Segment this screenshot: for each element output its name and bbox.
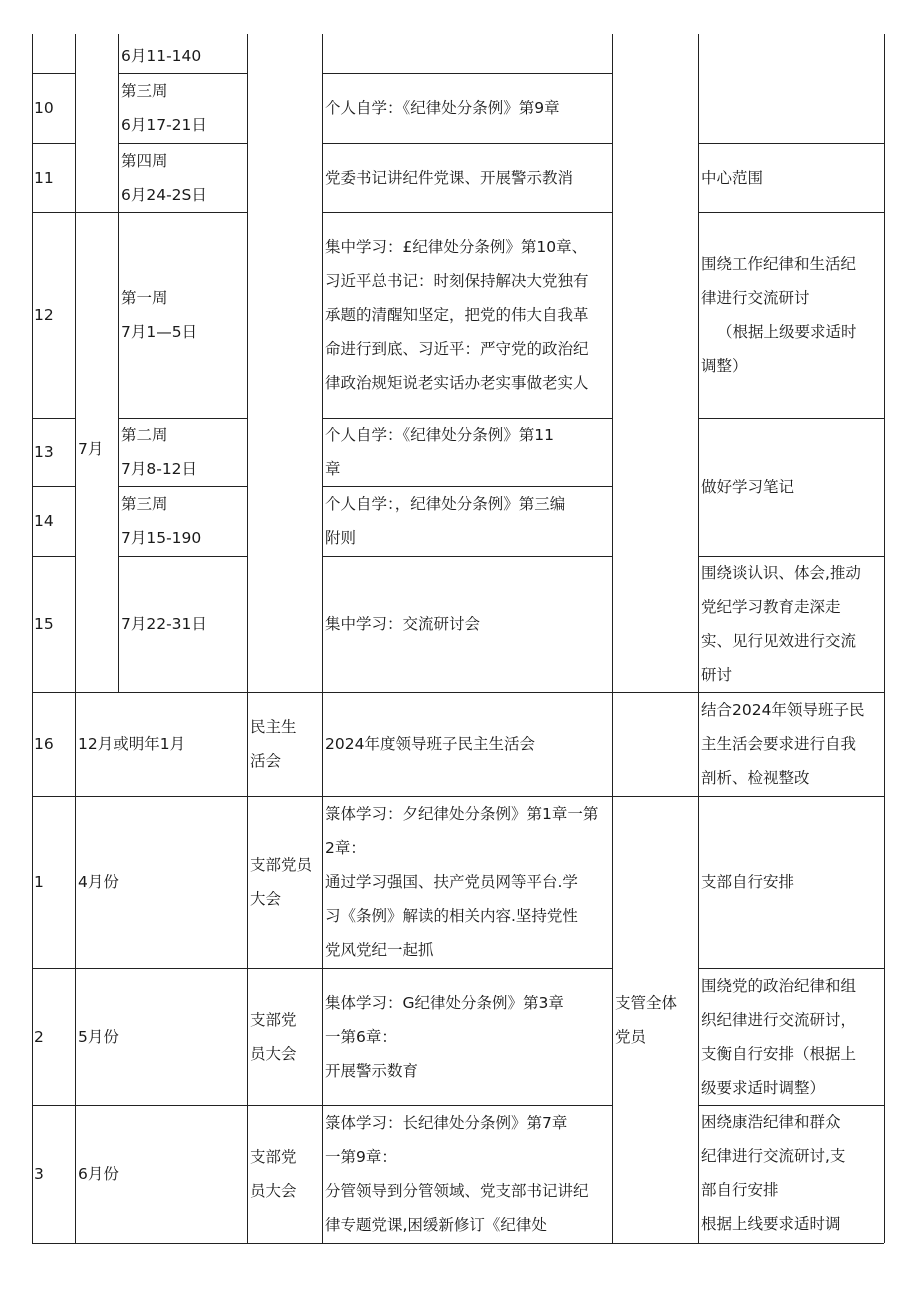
requirement-cell-line: 部自行安排 — [701, 1181, 779, 1199]
requirement-cell-line: 研讨 — [701, 666, 733, 684]
week-cell-line: 7月1—5日 — [121, 323, 198, 341]
row-number-line: 16 — [34, 735, 54, 753]
form-cell — [247, 1105, 322, 1243]
requirement-cell-line: 支部自行安排 — [701, 873, 795, 891]
content-cell-line: 习《条例》解读的相关内容.坚持党性 — [325, 907, 578, 925]
row-number-line: 3 — [34, 1165, 44, 1183]
week-cell — [118, 418, 247, 486]
table-vline — [884, 34, 885, 1243]
week-cell — [118, 143, 247, 212]
period-cell — [75, 692, 247, 796]
requirement-cell-line: 织纪律进行交流研讨， — [701, 1010, 857, 1029]
content-cell-line: 附则 — [325, 529, 357, 547]
requirement-cell — [698, 143, 884, 212]
row-number-line: 15 — [34, 615, 54, 633]
form-cell — [247, 968, 322, 1105]
content-cell — [322, 1105, 612, 1243]
content-cell — [322, 212, 612, 418]
row-number — [32, 212, 75, 418]
content-cell — [322, 556, 612, 692]
requirement-cell-line: 党纪学习教育走深走 — [701, 598, 841, 616]
month-july — [75, 212, 118, 692]
week-cell-line: 7月22-31日 — [121, 615, 207, 633]
form-cell — [247, 796, 322, 968]
content-cell-line: 2024年度领导班子民主生活会 — [325, 735, 535, 753]
requirement-cell-line: 围绕党的政治纪律和组 — [701, 976, 857, 995]
requirement-cell-line: 级要求适时调整） — [701, 1078, 826, 1097]
period-cell-line: 5月份 — [78, 1027, 119, 1046]
form-cell-line: 支部党 — [250, 1010, 297, 1029]
content-cell-line: 一第6章： — [325, 1027, 397, 1046]
form-cell-line: 大会 — [250, 890, 282, 908]
row-number — [32, 486, 75, 556]
row-number-line: 13 — [34, 443, 54, 461]
row-number — [32, 556, 75, 692]
form-cell-line: 支部党员 — [250, 856, 313, 874]
requirement-cell-line: 调整） — [701, 357, 748, 375]
row-number-line: 12 — [34, 306, 54, 324]
content-cell — [322, 418, 612, 486]
row-number — [32, 143, 75, 212]
week-cell — [118, 212, 247, 418]
content-cell-line: 一第9章： — [325, 1148, 397, 1166]
content-cell — [322, 968, 612, 1105]
content-cell — [322, 692, 612, 796]
content-cell-line: 党风党纪一起抓 — [325, 941, 434, 959]
row-number-line: 14 — [34, 512, 54, 530]
form-cell-line: 活会 — [250, 752, 282, 770]
week-cell-line: 7月8-12日 — [121, 460, 198, 478]
content-cell-line: 集中学习：交流研讨会 — [325, 615, 481, 633]
requirement-cell — [698, 968, 884, 1105]
requirement-notes-text: 做好学习笔记 — [701, 478, 795, 496]
content-cell-line: 箓体学习：长纪律处分条例》第7章 — [325, 1114, 568, 1132]
requirement-cell-line: 围绕谈认识、体会,推动 — [701, 564, 861, 582]
content-cell-line: 个人自学：《纪律处分条例》第11 — [325, 426, 554, 444]
content-cell — [322, 73, 612, 143]
week-cell-line: 第二周 — [121, 426, 168, 444]
period-cell-line: 6月份 — [78, 1165, 119, 1183]
row-number-line: 2 — [34, 1027, 44, 1046]
week-cell — [118, 34, 247, 73]
content-cell-line: 律专题党课,困缓新修订《纪律处 — [325, 1216, 547, 1234]
content-cell-line: 章 — [325, 460, 341, 478]
content-cell — [322, 143, 612, 212]
requirement-cell-line: 结合2024年领导班子民 — [701, 701, 865, 719]
content-cell-line: 分管领导到分管领域、党支部书记讲纪 — [325, 1182, 589, 1200]
form-cell-line: 员大会 — [250, 1182, 297, 1200]
row-number — [32, 418, 75, 486]
content-cell-line: 命进行到底、习近平：严守党的政治纪 — [325, 340, 589, 358]
form-cell-line: 员大会 — [250, 1044, 297, 1063]
participants-cell-line: 党员 — [615, 1027, 647, 1046]
row-number — [32, 968, 75, 1105]
requirement-cell — [698, 692, 884, 796]
row-number — [32, 1105, 75, 1243]
content-cell-line: 集体学习：G纪律处分条例》第3章 — [325, 993, 564, 1012]
content-cell-line: 党委书记讲纪件党课、开展警示教消 — [325, 168, 574, 187]
form-cell — [247, 692, 322, 796]
content-cell — [322, 34, 612, 73]
form-cell-line: 民主生 — [250, 718, 297, 736]
row-number-line: 11 — [34, 168, 54, 187]
content-cell-line: 个人自学：，纪律处分条例》第三编 — [325, 495, 566, 513]
requirement-cell — [698, 212, 884, 418]
week-cell — [118, 556, 247, 692]
requirement-cell-line: 主生活会要求进行自我 — [701, 735, 857, 753]
requirement-cell-line: （根据上级要求适时 — [717, 323, 857, 341]
participants-cell-line: 支管全体 — [615, 993, 678, 1012]
content-cell — [322, 796, 612, 968]
row-number — [32, 73, 75, 143]
week-cell-line: 第四周 — [121, 151, 168, 170]
period-cell — [75, 796, 247, 968]
month-july-label: 7月 — [78, 440, 104, 458]
week-cell-line: 7月15-190 — [121, 529, 202, 547]
week-cell — [118, 73, 247, 143]
requirement-cell — [698, 1105, 884, 1243]
row-number-line: 10 — [34, 99, 54, 117]
requirement-cell-line: 围绕工作纪律和生活纪 — [701, 255, 857, 273]
content-cell-line: 律政治规矩说老实话办老实事做老实人 — [325, 374, 589, 392]
requirement-cell-line: 剖析、检视整改 — [701, 769, 810, 787]
participants-cell — [612, 796, 698, 1243]
requirement-cell — [698, 796, 884, 968]
week-cell-line: 第一周 — [121, 289, 168, 307]
content-cell-line: 个人自学：《纪律处分条例》第9章 — [325, 99, 560, 117]
week-cell-line: 6月17-21日 — [121, 116, 207, 134]
row-number — [32, 692, 75, 796]
table-hline — [32, 1243, 884, 1244]
requirement-cell-line: 支衡自行安排（根据上 — [701, 1044, 857, 1063]
requirement-cell-line: 律进行交流研讨 — [701, 289, 810, 307]
content-cell — [322, 486, 612, 556]
requirement-cell-line: 实、见行见效进行交流 — [701, 632, 857, 650]
requirement-cell-notes — [698, 418, 884, 556]
period-cell-line: 4月份 — [78, 873, 119, 891]
week-cell-line: 第三周 — [121, 495, 168, 513]
content-cell-line: 箓体学习：夕纪律处分条例》第1章一第 — [325, 805, 599, 823]
period-cell-line: 12月或明年1月 — [78, 735, 186, 753]
content-cell-line: 开展警示数育 — [325, 1061, 419, 1080]
row-number — [32, 796, 75, 968]
week-cell-line: 6月11-140 — [121, 47, 202, 65]
form-cell-line: 支部党 — [250, 1148, 297, 1166]
row-number-line: 1 — [34, 873, 44, 891]
content-cell-line: 2章： — [325, 839, 366, 857]
row-number — [32, 34, 75, 73]
week-cell-line: 6月24-2S日 — [121, 185, 207, 204]
content-cell-line: 通过学习强国、扶产党员网等平台.学 — [325, 873, 578, 891]
requirement-cell-line: 困绕康浩纪律和群众 — [701, 1113, 841, 1131]
week-cell — [118, 486, 247, 556]
requirement-cell-line: 纪律进行交流研讨,支 — [701, 1147, 846, 1165]
period-cell — [75, 968, 247, 1105]
content-cell-line: 承题的清醒知坚定，把党的伟大自我革 — [325, 306, 589, 324]
period-cell — [75, 1105, 247, 1243]
week-cell-line: 第三周 — [121, 82, 168, 100]
requirement-cell-line: 根据上线要求适时调 — [701, 1215, 841, 1233]
requirement-cell-line: 中心范围 — [701, 168, 764, 187]
content-cell-line: 习近平总书记：时刻保持解决大党独有 — [325, 272, 589, 290]
requirement-cell — [698, 556, 884, 692]
content-cell-line: 集中学习：£纪律处分条例》第10章、 — [325, 238, 588, 256]
